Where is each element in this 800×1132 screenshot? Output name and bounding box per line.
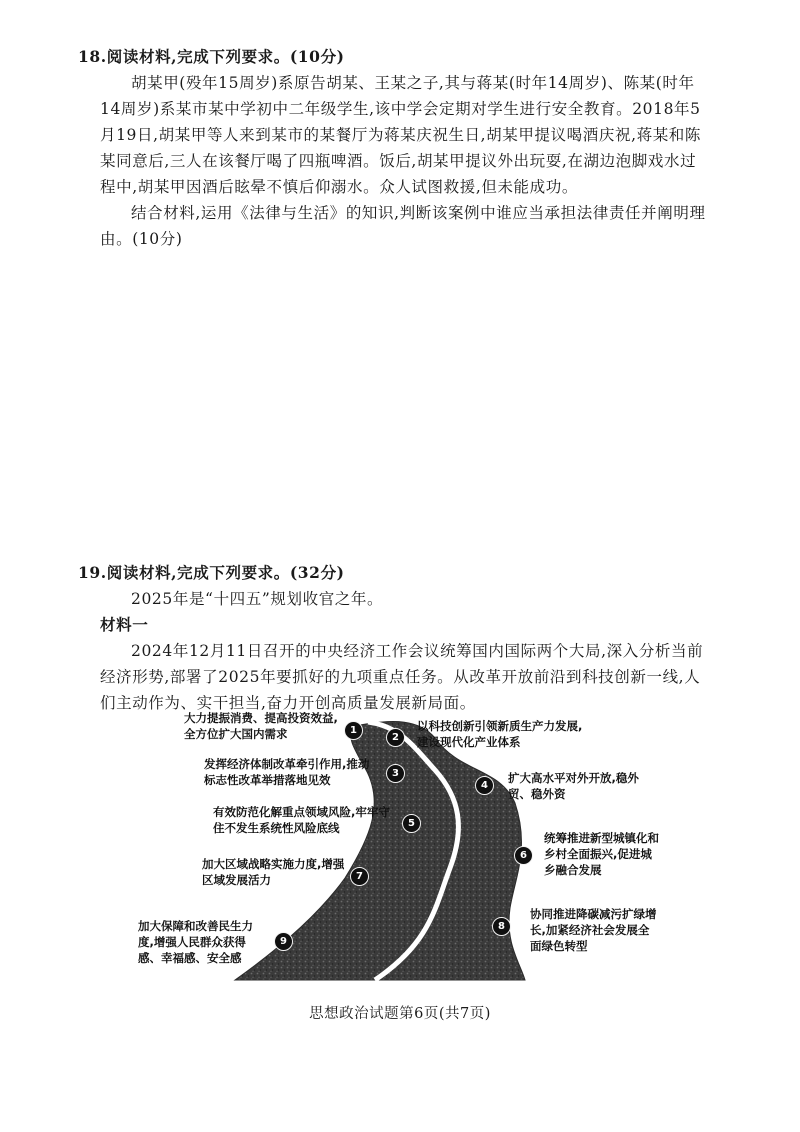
step-text-8: 协同推进降碳减污扩绿增长,加紧经济社会发展全面绿色转型 bbox=[530, 907, 657, 953]
step-marker-2: 2 bbox=[386, 728, 405, 747]
step-text-3: 发挥经济体制改革牵引作用,推动标志性改革举措落地见效 bbox=[204, 757, 370, 787]
step-text-1: 大力提振消费、提高投资效益,全方位扩大国内需求 bbox=[184, 711, 338, 741]
q19-intro: 2025年是“十四五”规划收官之年。 bbox=[131, 590, 384, 608]
step-marker-8: 8 bbox=[492, 917, 511, 936]
q18-title: 18.阅读材料,完成下列要求。(10分) bbox=[78, 47, 345, 66]
step-marker-6: 6 bbox=[514, 846, 533, 865]
step-text-4: 扩大高水平对外开放,稳外贸、稳外资 bbox=[508, 771, 639, 801]
material-text: 2024年12月11日召开的中央经济工作会议统筹国内国际两个大局,深入分析当前经济形势,部署了2025年要抓好的九项重点任务。从改革开放前沿到科技创新一线,人们主动作为、实干担当,奋力开创高质量发展新局面。 bbox=[100, 642, 704, 712]
step-text-7: 加大区域战略实施力度,增强区域发展活力 bbox=[202, 857, 345, 887]
step-marker-7: 7 bbox=[350, 867, 369, 886]
road-diagram bbox=[130, 708, 690, 988]
q18-case-text: 胡某甲(殁年15周岁)系原告胡某、王某之子,其与蒋某(时年14周岁)、陈某(时年14周岁)系某市某中学初中二年级学生,该中学会定期对学生进行安全教育。2018年5月19日,胡某甲等人来到某市的某餐厅为蒋某庆祝生日,胡某甲提议喝酒庆祝,蒋某和陈某同意后,三人在该餐厅喝了四瓶啤酒。饭后,胡某甲提议外出玩耍,在湖边泡脚戏水过程中,胡某甲因酒后眩晕不慎后仰溺水。众人试图救援,但未能成功。 bbox=[100, 74, 702, 196]
step-marker-4: 4 bbox=[475, 776, 494, 795]
q19-title: 19.阅读材料,完成下列要求。(32分) bbox=[78, 563, 345, 582]
material-label: 材料一 bbox=[100, 615, 149, 634]
step-marker-9: 9 bbox=[274, 932, 293, 951]
step-text-6: 统筹推进新型城镇化和乡村全面振兴,促进城乡融合发展 bbox=[544, 831, 659, 877]
q18-question: 结合材料,运用《法律与生活》的知识,判断该案例中谁应当承担法律责任并阐明理由。(10分) bbox=[100, 204, 706, 248]
step-text-2: 以科技创新引领新质生产力发展,建设现代化产业体系 bbox=[417, 719, 583, 749]
page-footer: 思想政治试题第6页(共7页) bbox=[309, 1006, 491, 1022]
step-marker-5: 5 bbox=[402, 814, 421, 833]
step-text-5: 有效防范化解重点领域风险,牢牢守住不发生系统性风险底线 bbox=[213, 805, 390, 835]
step-text-9: 加大保障和改善民生力度,增强人民群众获得感、幸福感、安全感 bbox=[138, 919, 253, 965]
step-marker-3: 3 bbox=[386, 764, 405, 783]
step-marker-1: 1 bbox=[344, 721, 363, 740]
